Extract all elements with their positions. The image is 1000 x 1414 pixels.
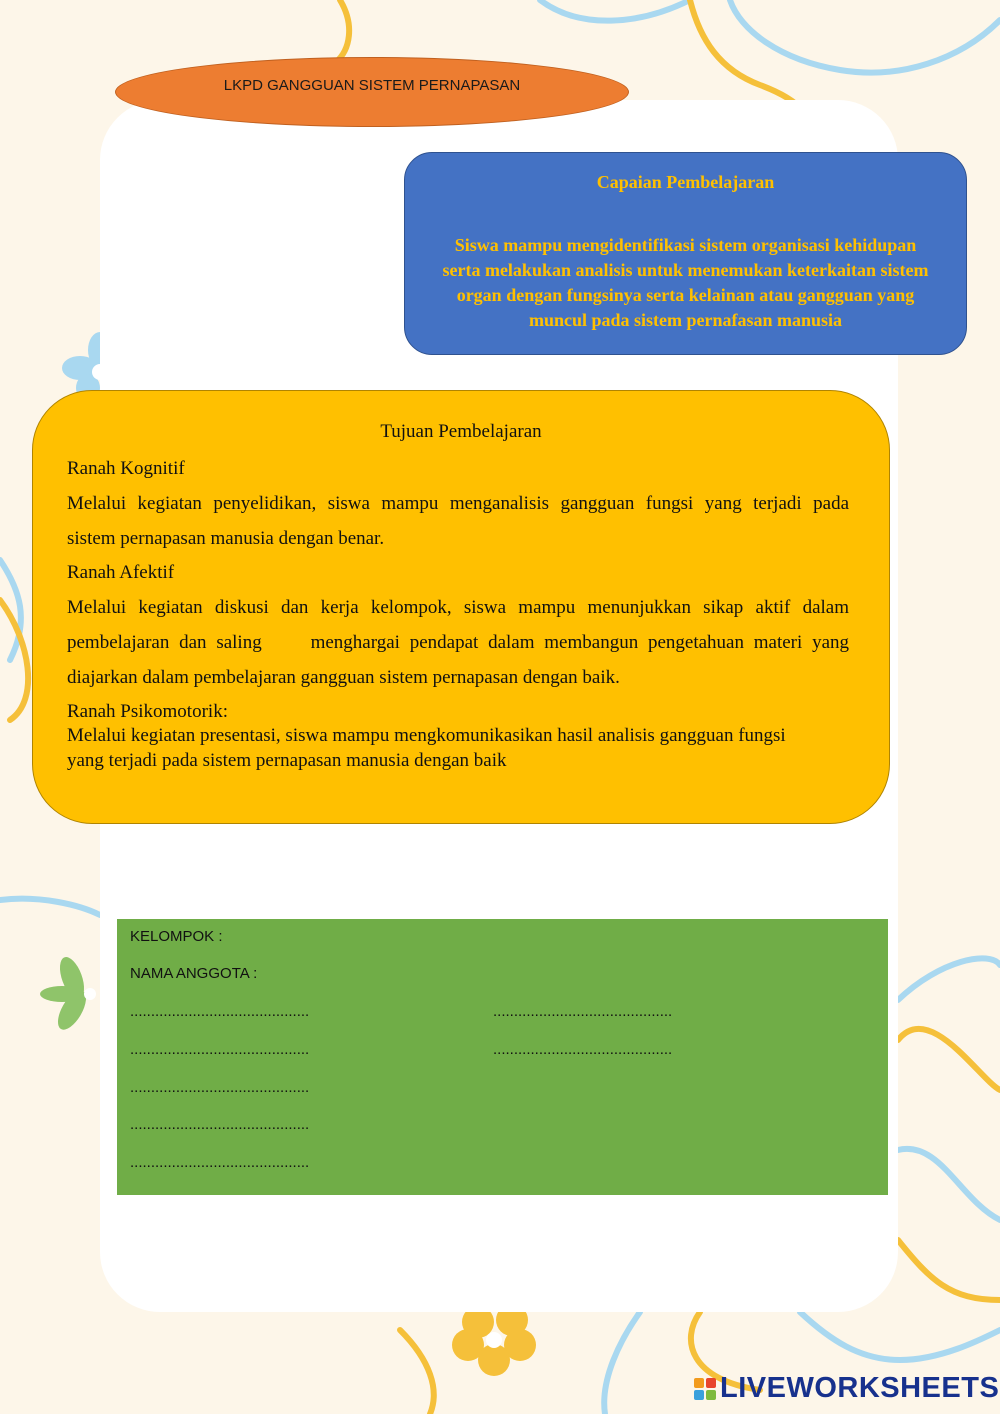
capaian-pembelajaran-box	[404, 152, 967, 355]
tujuan-pembelajaran-box	[32, 390, 890, 824]
tujuan-title: Tujuan Pembelajaran	[380, 421, 542, 442]
ranah-afektif-label: Ranah Afektif	[67, 562, 175, 583]
member-blank-field[interactable]: ...........................................	[130, 1079, 310, 1096]
liveworksheets-logo	[694, 1372, 999, 1405]
liveworksheets-logo-text: LIVEWORKSHEETS	[720, 1372, 1000, 1404]
member-blank-field[interactable]: ...........................................	[130, 1154, 310, 1171]
ranah-kognitif-label: Ranah Kognitif	[67, 458, 185, 479]
capaian-title: Capaian Pembelajaran	[596, 172, 775, 192]
afektif-text-line: Melalui kegiatan diskusi dan kerja kelompok, siswa mampu menunjukkan sikap aktif dalam	[67, 597, 849, 618]
member-blank-field[interactable]: ...........................................	[130, 1041, 310, 1058]
worksheet-title-badge	[115, 57, 629, 127]
afektif-text-line: pembelajaran dan saling menghargai pendapat dalam membangun pengetahuan materi yang	[67, 632, 849, 653]
member-blank-field[interactable]: ...........................................	[130, 1116, 310, 1133]
kognitif-text-line: sistem pernapasan manusia dengan benar.	[67, 528, 385, 549]
psikomotorik-text-line: Melalui kegiatan presentasi, siswa mampu mengkomunikasikan hasil analisis gangguan fungsi	[67, 725, 786, 746]
afektif-text-line: diajarkan dalam pembelajaran gangguan sistem pernapasan dengan baik.	[67, 667, 620, 688]
ranah-psikomotorik-label: Ranah Psikomotorik:	[67, 701, 228, 722]
psikomotorik-text-line: yang terjadi pada sistem pernapasan manusia dengan baik	[67, 750, 507, 771]
liveworksheets-logo-icon	[694, 1378, 716, 1400]
member-blank-field[interactable]: ...........................................	[493, 1041, 673, 1058]
nama-anggota-label: NAMA ANGGOTA :	[130, 965, 258, 982]
worksheet-title: LKPD GANGGUAN SISTEM PERNAPASAN	[223, 76, 521, 94]
kelompok-box	[117, 919, 888, 1195]
kelompok-label: KELOMPOK :	[130, 928, 223, 945]
kognitif-text-line: Melalui kegiatan penyelidikan, siswa mampu menganalisis gangguan fungsi yang terjadi pada	[67, 493, 849, 514]
member-blank-field[interactable]: ...........................................	[493, 1003, 673, 1020]
capaian-body: Siswa mampu mengidentifikasi sistem organisasi kehidupan serta melakukan analisis untuk menemukan keterkaitan sistem organ dengan fungsinya serta kelainan atau gangguan yang muncul pada sistem pernafasan manusia	[442, 235, 929, 330]
member-blank-field[interactable]: ...........................................	[130, 1003, 310, 1020]
